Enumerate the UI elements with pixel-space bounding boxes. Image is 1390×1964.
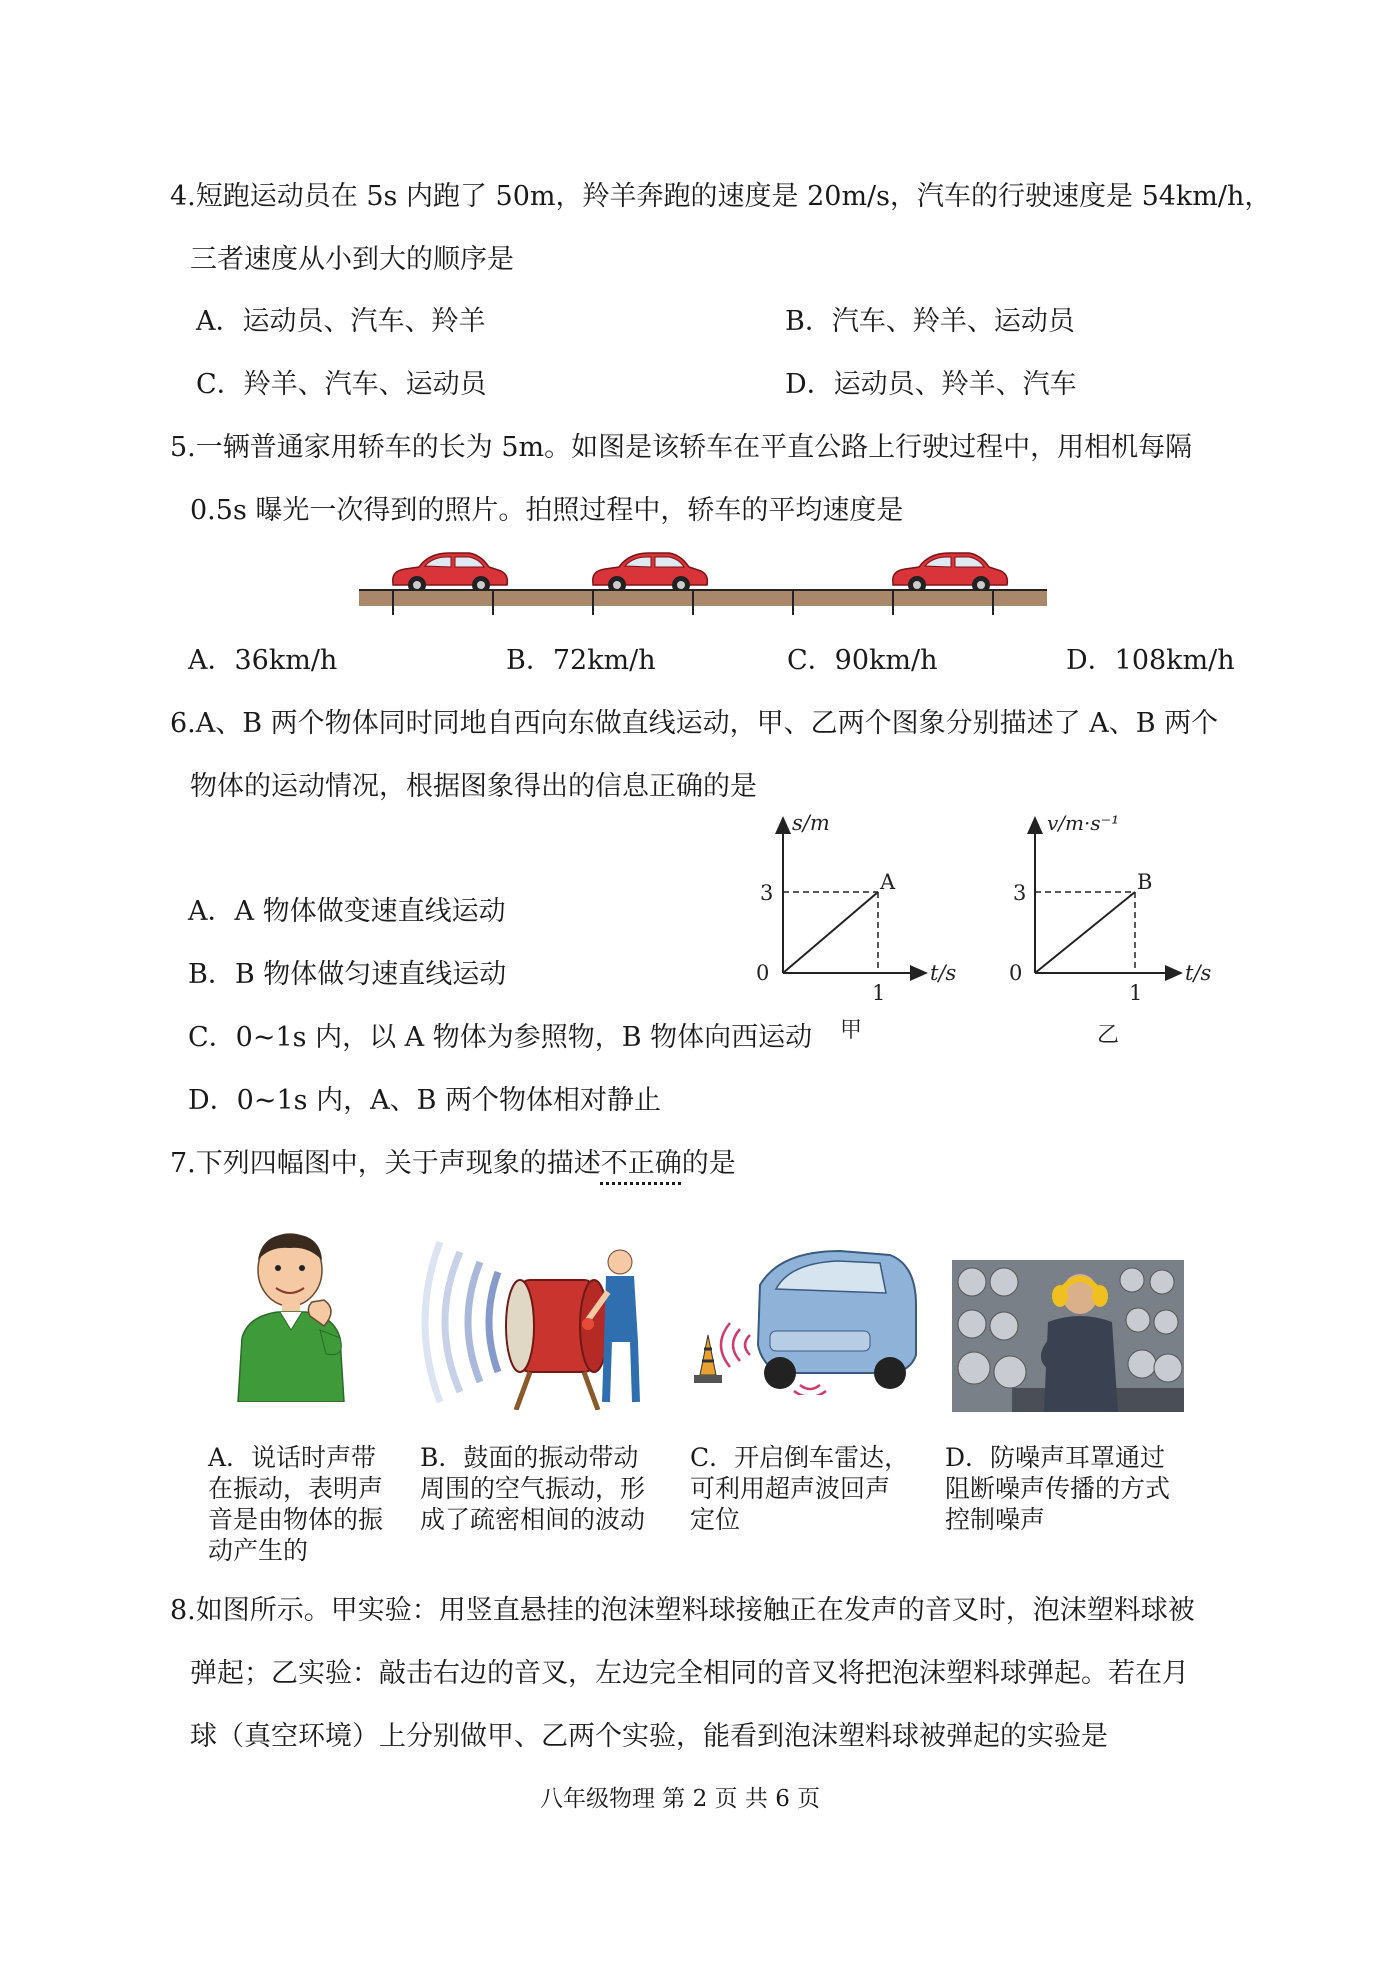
- q6-option-c: C．0~1s 内，以 A 物体为参照物，B 物体向西运动: [188, 1022, 813, 1053]
- caption-c-line: 定位: [690, 1505, 741, 1534]
- graph-jia: [740, 800, 970, 1060]
- q6-option-b: B．B 物体做匀速直线运动: [188, 959, 507, 990]
- caption-d-line: 控制噪声: [945, 1505, 1046, 1534]
- caption-d-line: 阻断噪声传播的方式: [945, 1474, 1171, 1503]
- caption-a-line: 音是由物体的振: [208, 1505, 384, 1534]
- q6-option-a: A．A 物体做变速直线运动: [188, 896, 506, 927]
- q8-stem-line3: 球（真空环境）上分别做甲、乙两个实验，能看到泡沫塑料球被弹起的实验是: [190, 1721, 1108, 1752]
- data-line: [1035, 892, 1135, 973]
- q6-stem-line1: 6.A、B 两个物体同时同地自西向东做直线运动，甲、乙两个图象分别描述了 A、B 两个: [170, 708, 1219, 739]
- origin-label: 0: [1009, 961, 1023, 985]
- caption-a-line: 在振动，表明声: [208, 1474, 384, 1503]
- q5-stem-line2: 0.5s 曝光一次得到的照片。拍照过程中，轿车的平均速度是: [190, 495, 904, 526]
- reversing-radar-picture: [690, 1245, 920, 1395]
- q5-option-b: B．72km/h: [506, 645, 656, 676]
- y-axis-label: s/m: [792, 811, 830, 835]
- caption-c: [690, 1442, 920, 1535]
- graph-caption: 甲: [840, 1018, 863, 1043]
- x-axis-label: t/s: [930, 961, 957, 985]
- point-label: B: [1137, 870, 1153, 894]
- car-icon: [393, 553, 508, 594]
- graph-yi: [995, 800, 1235, 1060]
- point-label: A: [880, 870, 896, 894]
- q7-stem-after: 的是: [681, 1148, 736, 1179]
- q4-option-b: B．汽车、羚羊、运动员: [785, 306, 1075, 337]
- q5-option-d: D．108km/h: [1066, 645, 1235, 676]
- q4-stem-line2: 三者速度从小到大的顺序是: [190, 244, 514, 275]
- y-tick-label: 3: [760, 881, 774, 905]
- ear-muff-worker-picture: [952, 1260, 1184, 1412]
- graph-caption: 乙: [1097, 1023, 1120, 1048]
- caption-a-line: A．说话时声带: [208, 1443, 377, 1472]
- q6-option-d: D．0~1s 内，A、B 两个物体相对静止: [188, 1085, 661, 1116]
- caption-d: [945, 1442, 1195, 1535]
- y-axis-label: v/m·s⁻¹: [1047, 811, 1120, 835]
- caption-a-line: 动产生的: [208, 1536, 309, 1565]
- caption-b-line: 成了疏密相间的波动: [420, 1505, 646, 1534]
- q7-stem-emphasis: 不正确: [600, 1148, 682, 1179]
- car-icon: [893, 553, 1008, 594]
- q7-stem: [170, 1147, 736, 1181]
- caption-b-line: B．鼓面的振动带动: [420, 1443, 639, 1472]
- caption-b: [420, 1442, 670, 1535]
- x-tick-label: 1: [1129, 981, 1143, 1005]
- q6-stem-line2: 物体的运动情况，根据图象得出的信息正确的是: [190, 771, 757, 802]
- car-icon: [593, 553, 708, 594]
- q4-stem-line1: 4.短跑运动员在 5s 内跑了 50m，羚羊奔跑的速度是 20m/s，汽车的行驶速度是 54km/h，: [170, 181, 1272, 212]
- q8-stem-line1: 8.如图所示。甲实验：用竖直悬挂的泡沫塑料球接触正在发声的音叉时，泡沫塑料球被: [170, 1595, 1195, 1626]
- q5-option-a: A．36km/h: [188, 645, 338, 676]
- caption-c-line: C．开启倒车雷达，: [690, 1443, 910, 1472]
- q5-stem-line1: 5.一辆普通家用轿车的长为 5m。如图是该轿车在平直公路上行驶过程中，用相机每隔: [170, 432, 1193, 463]
- caption-c-line: 可利用超声波回声: [690, 1474, 891, 1503]
- q4-option-c: C．羚羊、汽车、运动员: [196, 369, 487, 400]
- car-photo-figure: [355, 545, 1055, 625]
- x-axis-label: t/s: [1185, 961, 1212, 985]
- data-line: [783, 892, 878, 973]
- boy-speaking-picture: [228, 1230, 368, 1402]
- origin-label: 0: [756, 961, 770, 985]
- y-tick-label: 3: [1013, 881, 1027, 905]
- q7-stem-before: 7.下列四幅图中，关于声现象的描述: [170, 1148, 601, 1179]
- q4-option-d: D．运动员、羚羊、汽车: [785, 369, 1077, 400]
- q4-option-a: A．运动员、汽车、羚羊: [196, 306, 486, 337]
- q8-stem-line2: 弹起；乙实验：敲击右边的音叉，左边完全相同的音叉将把泡沫塑料球弹起。若在月: [190, 1658, 1189, 1689]
- drum-sound-wave-picture: [420, 1232, 652, 1410]
- caption-b-line: 周围的空气振动，形: [420, 1474, 646, 1503]
- caption-a: [208, 1442, 404, 1566]
- road-surface: [359, 590, 1047, 606]
- caption-d-line: D．防噪声耳罩通过: [945, 1443, 1166, 1472]
- x-tick-label: 1: [872, 981, 886, 1005]
- page-footer: 八年级物理 第 2 页 共 6 页: [540, 1786, 821, 1812]
- q5-option-c: C．90km/h: [787, 645, 938, 676]
